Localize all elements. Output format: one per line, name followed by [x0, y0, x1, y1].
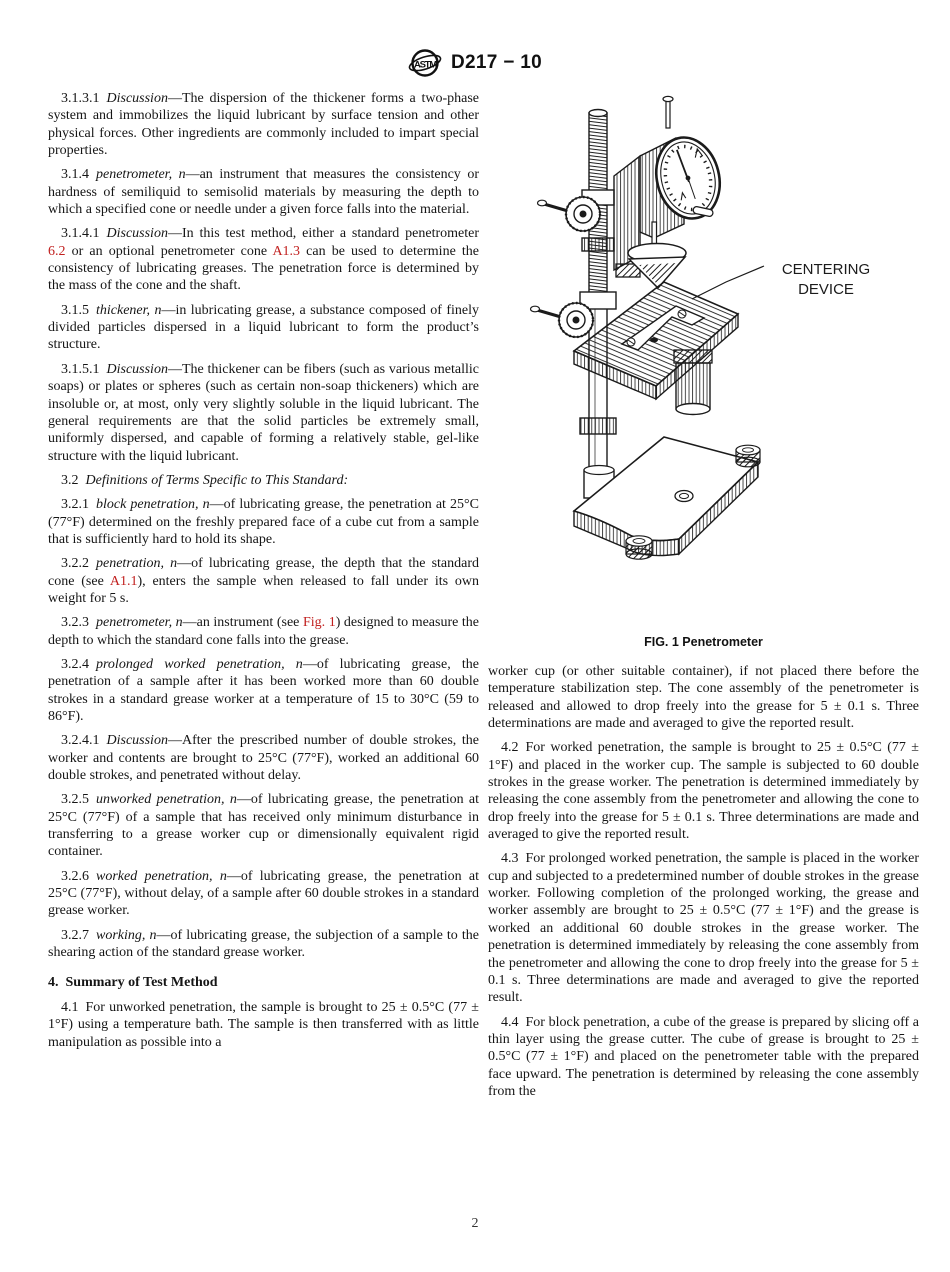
text-run: 3.1.5.1 — [61, 361, 107, 377]
page-number: 2 — [471, 1216, 479, 1231]
cross-reference-link[interactable]: A1.3 — [272, 243, 301, 259]
defined-term: penetrometer, n — [96, 167, 186, 183]
defined-term: Discussion — [106, 226, 168, 242]
figure-1-penetrometer — [488, 92, 919, 650]
figure-clamp-knob-upper — [538, 197, 601, 231]
text-run: 4.1 For unworked penetration, the sample is brought to 25 ± 0.5°C (77 ± 1°F) using a temperature bath. The sample is then transferred with as little manipulation as possible into a — [48, 999, 479, 1050]
defined-term: penetrometer, n — [96, 615, 183, 631]
centering-device-label-line2: DEVICE — [798, 281, 854, 298]
text-run: 3.2.1 — [61, 497, 96, 513]
text-run: 3.2.3 — [61, 615, 96, 631]
page-header — [0, 46, 950, 80]
para-3.1.4 — [48, 166, 479, 218]
text-run: 4.2 For worked penetration, the sample is brought to 25 ± 0.5°C (77 ± 1°F) and placed in the worker cup. The sample is subjected to 60 double strokes in the grease worker. The penetration is determined immediately by releasing the cone assembly from the penetrometer and allowing the cone to drop freely into the grease for 5 ± 0.1 s. Three determinations are made and averaged to give the reported result. — [488, 740, 919, 843]
text-run: 3.1.4 — [61, 167, 96, 183]
defined-term: Discussion — [106, 733, 168, 749]
text-run: —In this test method, either a standard penetrometer — [167, 226, 479, 242]
leader-line — [692, 266, 764, 299]
para-3.2.4 — [48, 656, 479, 725]
text-run: 3.2 — [61, 472, 86, 488]
text-run: —of lubricating grease, the subjection of a sample to the shearing action of the standard grease worker. — [48, 927, 479, 961]
defined-term: Definitions of Terms Specific to This Standard: — [85, 472, 349, 488]
text-run: can be used to determine the consistency of lubricating greases. The penetration force is determined by the mass of the cone and the shaft. — [48, 243, 479, 294]
heading-4 — [48, 974, 479, 991]
text-run: 3.1.4.1 — [61, 226, 107, 242]
centering-device-label-line1: CENTERING — [781, 261, 871, 278]
text-run: ) designed to measure the depth to which the standard cone falls into the grease. — [48, 615, 480, 648]
figure-clamp-knob-lower — [531, 303, 594, 337]
penetrometer-illustration — [526, 92, 926, 630]
astm-logo-text: ASTM — [413, 59, 437, 71]
text-run: 4.3 For prolonged worked penetration, the sample is placed in the worker cup and subjected to a predetermined number of double strokes in the grease worker. Following completion of the prolonged working, the grease and worker assembly are brought to 25 ± 0.5°C (77 ± 1°F) and the grease is worked an additional 60 double strokes in the grease worker. The penetration is determined immediately by releasing the cone assembly from the penetrometer and allowing the cone to drop freely into the grease for 5 ± 0.1 s. Three determinations are made and averaged to give the reported result. — [488, 851, 919, 1006]
doc-code-title: D217 − 10 — [451, 52, 542, 73]
text-run: 3.2.5 — [61, 792, 96, 808]
cross-reference-link[interactable]: A1.1 — [109, 573, 138, 589]
text-run: —of lubricating grease, the penetration of a sample after it has been worked more than 60 double strokes in a standard grease worker at a temperature of 15 to 30°C (59 to 86°F). — [48, 656, 479, 724]
cross-reference-link[interactable]: 6.2 — [48, 243, 66, 259]
defined-term: penetration, n — [96, 556, 178, 572]
text-run: —of lubricating grease, the penetration at 25°C (77°F) of a sample that has received only minimum disturbance in transferring to a grease worker cup or dimensionally equivalent rigid container. — [48, 792, 479, 860]
para-3.2 — [48, 472, 479, 489]
para-3.2.4.1 — [48, 732, 479, 784]
text-run: —of lubricating grease, the penetration at 25°C (77°F) determined on the freshly prepared face of a cube cut from a sample that is sufficiently hard to hold its shape. — [48, 497, 479, 547]
cross-reference-link[interactable]: Fig. 1 — [302, 615, 336, 631]
para-3.2.2 — [48, 555, 479, 607]
figure-annotation — [692, 261, 870, 299]
page-content — [48, 90, 919, 1100]
para-4.4 — [488, 1014, 919, 1101]
text-run: —an instrument (see — [182, 615, 303, 631]
figure-column — [580, 110, 616, 499]
astm-logo-icon — [408, 46, 442, 80]
defined-term: block penetration, n — [96, 497, 210, 513]
defined-term: Discussion — [106, 91, 168, 106]
text-run: ), enters the sample when released to fall under its own weight for 5 s. — [48, 573, 479, 606]
defined-term: unworked penetration, n — [96, 792, 237, 808]
text-run: 4.4 For block penetration, a cube of the grease is prepared by slicing off a thin layer using the grease cutter. The cube of grease is brought to 25 ± 0.5°C (77 ± 1°F) and placed on the penetrometer table with the prepared face upward. The penetration is determined by releasing the cone assembly from the — [488, 1014, 919, 1099]
para-4.1 — [48, 999, 479, 1051]
text-run: —in lubricating grease, a substance composed of finely divided particles dispersed in a liquid lubricant to form the product’s structure. — [48, 302, 480, 353]
para-4.1-continued — [488, 663, 919, 732]
para-3.2.7 — [48, 927, 479, 962]
right-column — [488, 90, 919, 1100]
text-run: 3.2.7 — [61, 927, 96, 943]
text-run: —of lubricating grease, the penetration at 25°C (77°F), without delay, of a sample after 60 double strokes in a standard grease worker. — [48, 868, 479, 919]
defined-term: Discussion — [106, 361, 168, 377]
text-run: 3.1.3.1 — [61, 91, 107, 106]
text-run: worker cup (or other suitable container), if not placed there before the temperature stabilization step. The cone assembly of the penetrometer is released and allowed to drop freely into the grease for 5 ± 0.1 s. Three determinations are made and averaged to give the reported result. — [488, 664, 919, 732]
para-4.2 — [488, 739, 919, 843]
text-run: —After the prescribed number of double strokes, the worker and contents are brought to 25°C (77°F), worked an additional 60 double strokes, and penetrated without delay. — [48, 733, 479, 784]
para-3.1.3.1 — [48, 90, 479, 159]
para-3.2.3 — [48, 614, 479, 649]
text-run: —The dispersion of the thickener forms a two-phase system and immobilizes the liquid lubricant by surface tension and other physical forces. Other ingredients are commonly included to impart special properties. — [48, 91, 479, 159]
defined-term: working, n — [96, 927, 157, 943]
text-run: or an optional penetrometer cone — [65, 243, 273, 259]
left-column — [48, 90, 479, 1100]
figure-caption: FIG. 1 Penetrometer — [644, 635, 763, 649]
text-run: 3.2.4.1 — [61, 733, 107, 749]
text-run: 3.2.4 — [61, 656, 96, 672]
para-3.1.5 — [48, 302, 479, 354]
para-3.2.5 — [48, 791, 479, 860]
defined-term: prolonged worked penetration, n — [96, 656, 303, 672]
para-4.3 — [488, 850, 919, 1006]
text-run: 3.1.5 — [61, 302, 96, 318]
defined-term: worked penetration, n — [96, 868, 227, 884]
text-run: —The thickener can be fibers (such as various metallic soaps) or plates or spheres (such as certain non-soap thickeners) which are insoluble or, at most, only very slightly soluble in the liquid lubricant. The general requirements are that the solid particles be extremely small, uniformly dispersed, and capable of forming a relatively stable, gel-like structure with the liquid lubricant. — [48, 361, 479, 464]
right-column-text — [488, 663, 919, 1100]
text-run: —an instrument that measures the consistency or hardness of semiliquid to semisolid materials by measuring the depth to which a specified cone or needle under a given force falls into the material. — [48, 167, 479, 218]
text-run: 3.2.2 — [61, 556, 96, 572]
para-3.2.6 — [48, 868, 479, 920]
text-run: 3.2.6 — [61, 868, 96, 884]
defined-term: thickener, n — [96, 302, 162, 318]
para-3.1.5.1 — [48, 361, 479, 465]
text-run: —of lubricating grease, the depth that the standard cone (see — [48, 556, 480, 589]
para-3.2.1 — [48, 496, 479, 548]
para-3.1.4.1 — [48, 225, 479, 294]
text-run: 4. Summary of Test Method — [48, 975, 218, 991]
